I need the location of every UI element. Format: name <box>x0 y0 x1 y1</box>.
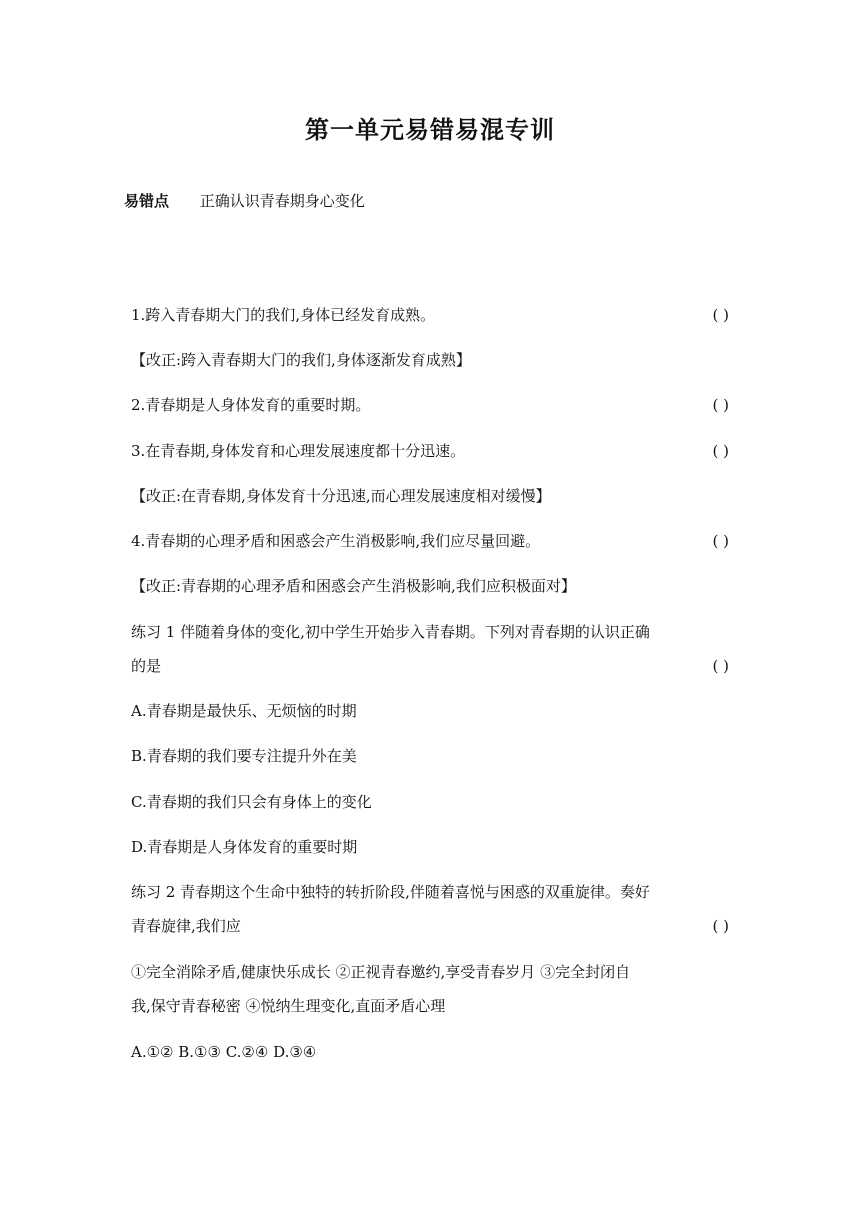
statement-4-text: 4.青春期的心理矛盾和困惑会产生消极影响,我们应尽量回避。 <box>131 532 541 550</box>
correction-1: 【改正:跨入青春期大门的我们,身体逐渐发育成熟】 <box>131 351 471 369</box>
statement-1-text: 1.跨入青春期大门的我们,身体已经发育成熟。 <box>131 306 436 324</box>
practice-1-stem-line-1: 练习 1 伴随着身体的变化,初中学生开始步入青春期。下列对青春期的认识正确 <box>131 623 650 641</box>
practice-1-option-b: B.青春期的我们要专注提升外在美 <box>131 747 357 765</box>
practice-2-stem-line-2 <box>131 914 729 938</box>
statement-3 <box>131 439 729 463</box>
topic-heading <box>124 190 365 211</box>
page-title: 第一单元易错易混专训 <box>305 116 555 144</box>
practice-2-choices: A.①② B.①③ C.②④ D.③④ <box>131 1043 317 1061</box>
practice-2-stem-end: 青春旋律,我们应 <box>131 917 241 935</box>
topic-label: 易错点 <box>124 192 170 210</box>
topic-text: 正确认识青春期身心变化 <box>199 192 365 210</box>
practice-2-statements-line-1: ①完全消除矛盾,健康快乐成长 ②正视青春邀约,享受青春岁月 ③完全封闭自 <box>131 963 631 981</box>
practice-1-stem-line-2 <box>131 654 729 678</box>
practice-2-statements-line-2: 我,保守青春秘密 ④悦纳生理变化,直面矛盾心理 <box>131 997 446 1015</box>
answer-bracket: ( ) <box>712 306 729 324</box>
statement-4 <box>131 529 729 553</box>
statement-1 <box>131 303 729 327</box>
practice-1-option-c: C.青春期的我们只会有身体上的变化 <box>131 793 372 811</box>
practice-1-option-a: A.青春期是最快乐、无烦恼的时期 <box>131 702 357 720</box>
answer-bracket: ( ) <box>712 657 729 675</box>
answer-bracket: ( ) <box>712 396 729 414</box>
statement-2-text: 2.青春期是人身体发育的重要时期。 <box>131 396 371 414</box>
correction-3: 【改正:在青春期,身体发育十分迅速,而心理发展速度相对缓慢】 <box>131 487 551 505</box>
answer-bracket: ( ) <box>712 532 729 550</box>
practice-1-stem-end: 的是 <box>131 657 162 675</box>
answer-bracket: ( ) <box>712 917 729 935</box>
statement-3-text: 3.在青春期,身体发育和心理发展速度都十分迅速。 <box>131 442 466 460</box>
correction-4: 【改正:青春期的心理矛盾和困惑会产生消极影响,我们应积极面对】 <box>131 577 576 595</box>
practice-1-option-d: D.青春期是人身体发育的重要时期 <box>131 838 358 856</box>
statement-2 <box>131 393 729 417</box>
practice-2-stem-line-1: 练习 2 青春期这个生命中独特的转折阶段,伴随着喜悦与困惑的双重旋律。奏好 <box>131 883 650 901</box>
answer-bracket: ( ) <box>712 442 729 460</box>
